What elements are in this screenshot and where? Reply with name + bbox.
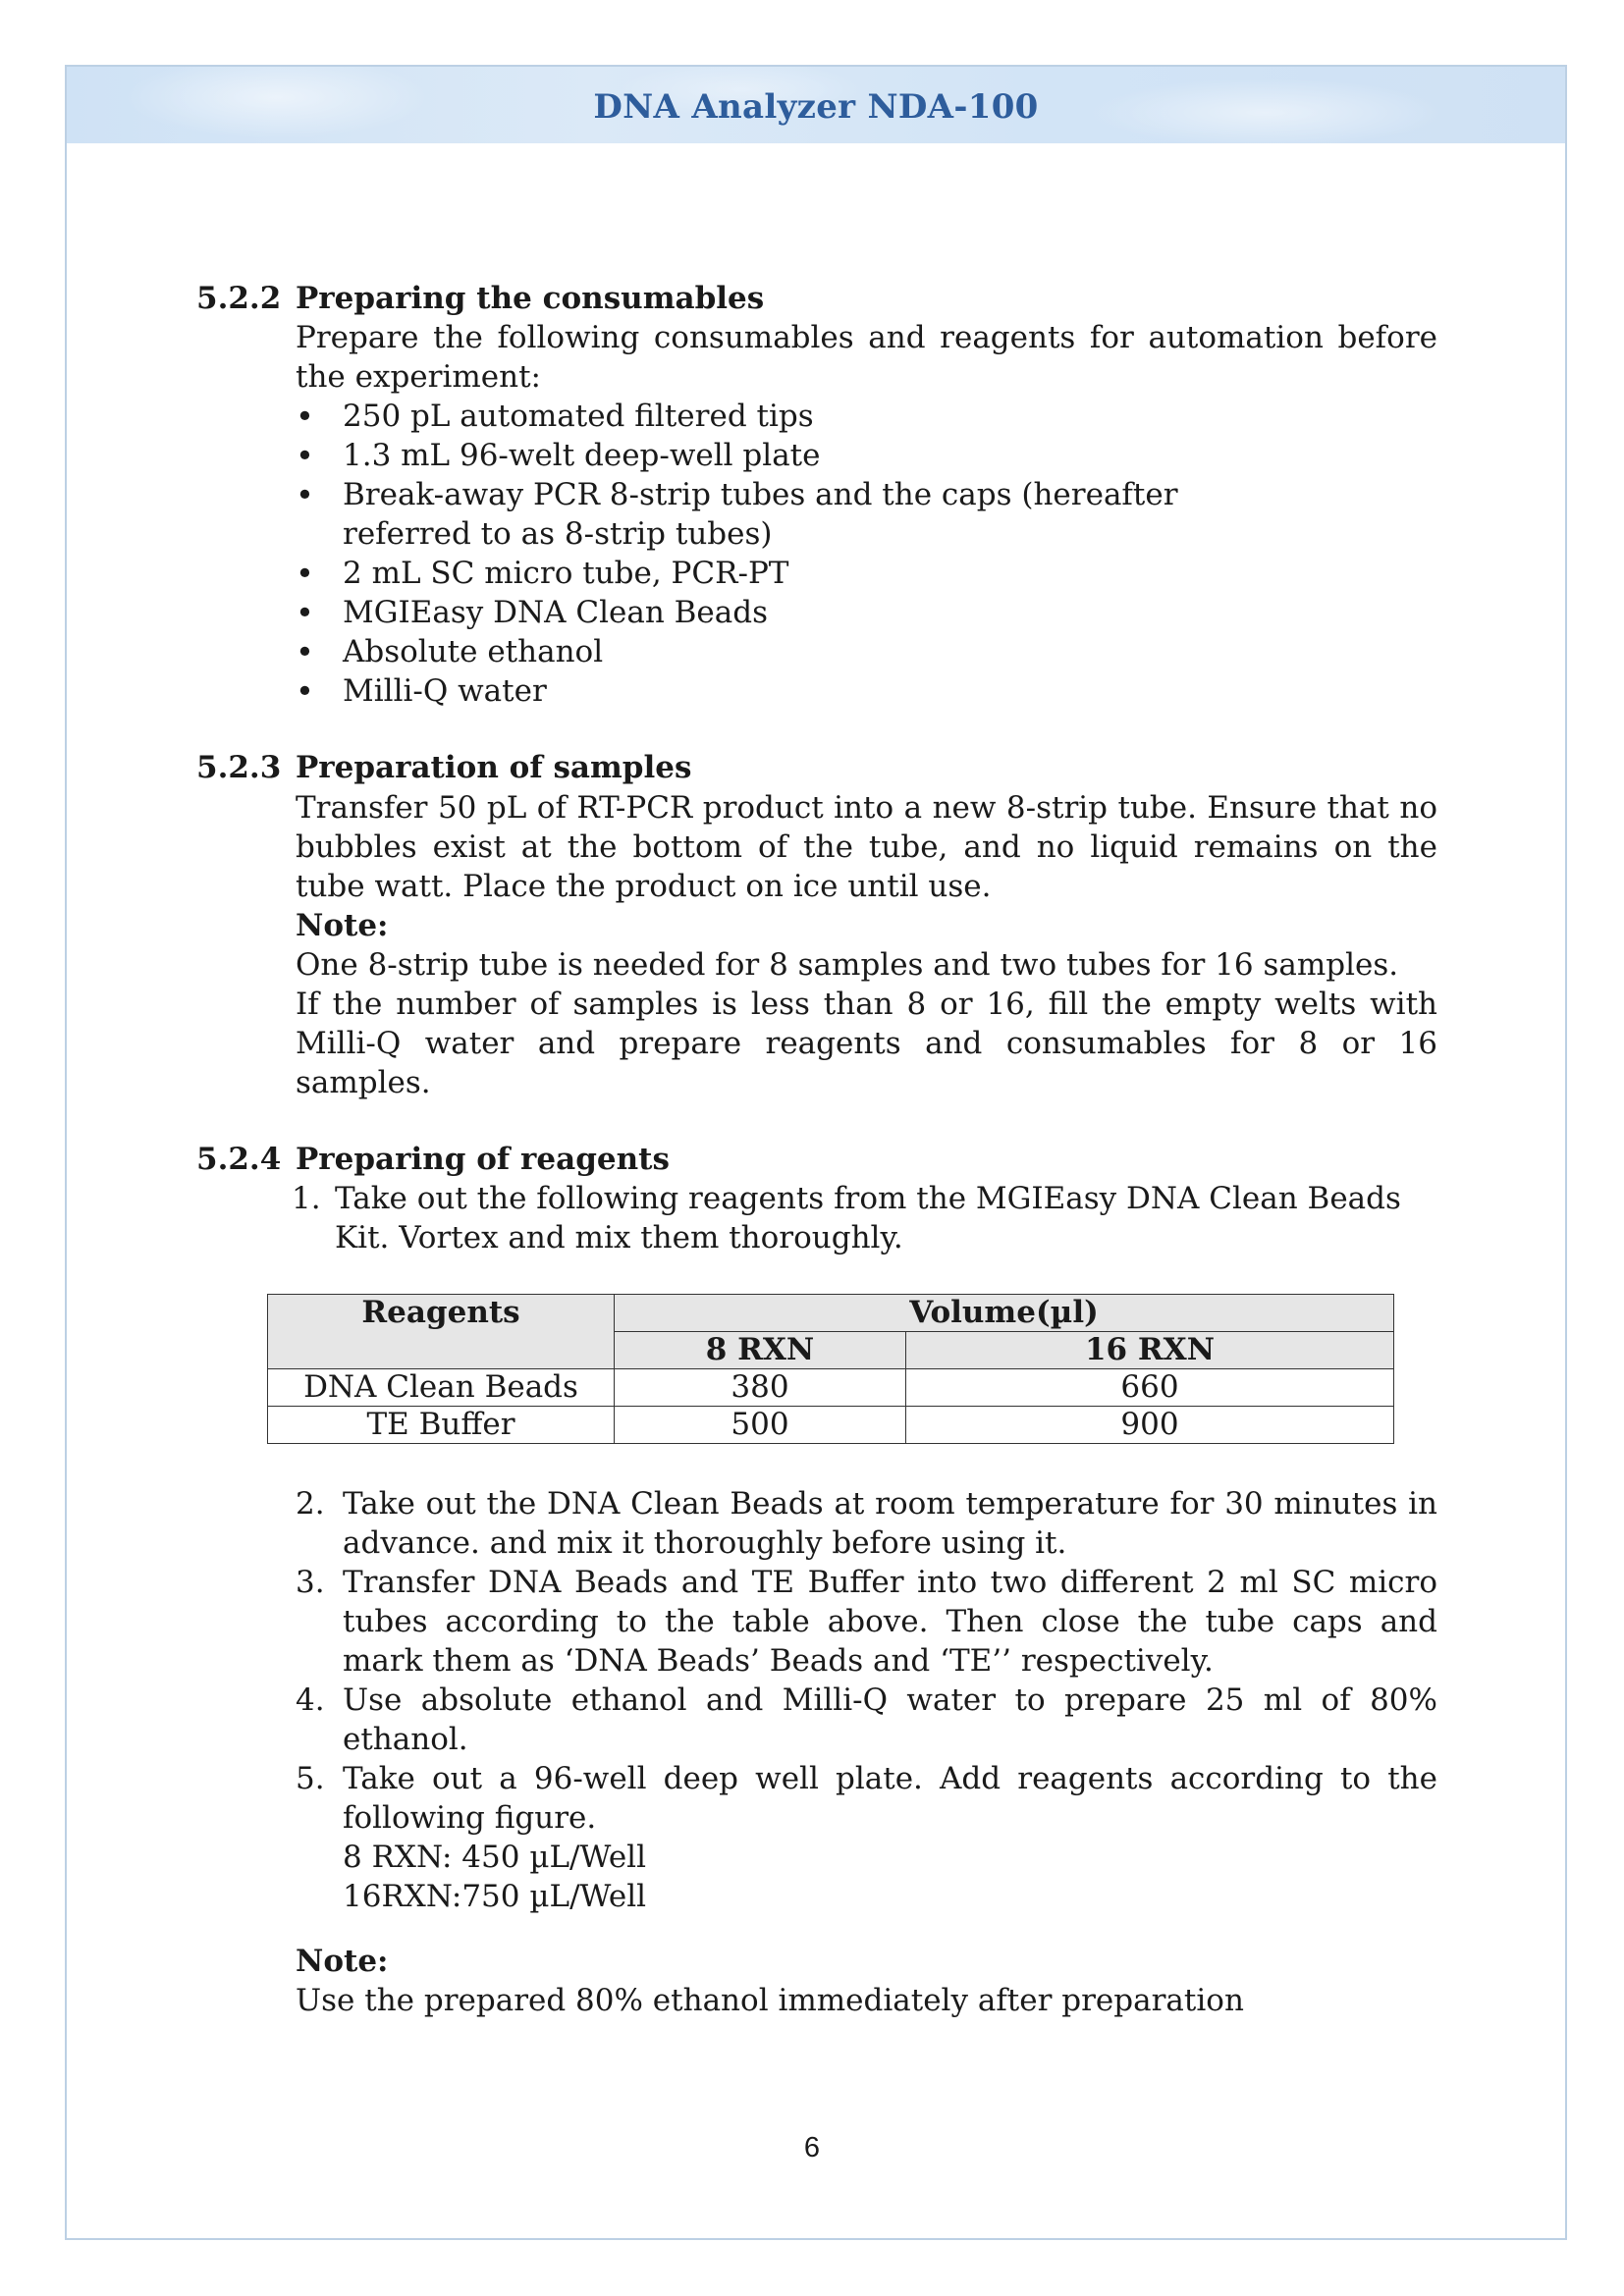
step-5-volume-16rxn: 16RXN:750 µL/Well [343, 1879, 647, 1914]
reagents-table [267, 1294, 1394, 1444]
note-label: Note: [296, 1944, 389, 1979]
table-cell-reagent: TE Buffer [268, 1407, 615, 1444]
section-title: Preparing the consumables [296, 281, 765, 316]
table-cell-16rxn: 900 [906, 1407, 1394, 1444]
table-header-reagents: Reagents [268, 1295, 615, 1369]
table-cell-8rxn: 500 [615, 1407, 906, 1444]
section-body-5-2-2 [296, 318, 1437, 711]
step-number: 4. [296, 1682, 325, 1718]
section-heading-5-2-3 [196, 748, 1437, 787]
section-number: 5.2.4 [196, 1142, 282, 1177]
list-item: • 250 pL automated filtered tips [296, 397, 1437, 436]
step-2 [296, 1484, 1437, 1563]
section-number: 5.2.3 [196, 750, 282, 785]
table-cell-reagent: DNA Clean Beads [268, 1369, 615, 1407]
step-3 [296, 1563, 1437, 1681]
step-text: Take out the following reagents from the MGIEasy DNA Clean Beads Kit. Vortex and mix them thoroughly. [335, 1181, 1401, 1255]
list-item: • 1.3 mL 96-welt deep-well plate [296, 436, 1437, 475]
step-text: Use absolute ethanol and Milli-Q water to prepare 25 ml of 80% ethanol. [343, 1682, 1437, 1757]
step-text: Transfer DNA Beads and TE Buffer into two different 2 ml SC micro tubes according to the table above. Then close the tube caps and mark them as ‘DNA Beads’ Beads and ‘TE’’ respectively. [343, 1565, 1437, 1679]
list-item: • Break-away PCR 8-strip tubes and the caps (hereafter referred to as 8-strip tubes) [296, 475, 1437, 554]
list-item: • 2 mL SC micro tube, PCR-PT [296, 554, 1437, 593]
document-title: DNA Analyzer NDA-100 [593, 87, 1039, 127]
table-cell-8rxn: 380 [615, 1369, 906, 1407]
section-title: Preparation of samples [296, 750, 692, 785]
step-5 [296, 1759, 1437, 1838]
page-number: 6 [803, 2132, 821, 2163]
consumables-intro: Prepare the following consumables and reagents for automation before the experiment: [296, 320, 1437, 395]
step-number: 3. [296, 1565, 325, 1600]
note-line: If the number of samples is less than 8 or 16, fill the empty welts with Milli-Q water and prepare reagents and consumables for 8 or 16 samples. [296, 987, 1437, 1100]
step-5-volume-8rxn: 8 RXN: 450 µL/Well [343, 1840, 647, 1875]
note-label: Note: [296, 908, 389, 943]
step-text: Take out a 96-well deep well plate. Add reagents according to the following figure. [343, 1761, 1437, 1836]
table-row [268, 1369, 1394, 1407]
section-body-5-2-4 [292, 1179, 1437, 2020]
list-item: • Absolute ethanol [296, 632, 1437, 671]
step-number: 1. [292, 1181, 321, 1216]
section-title: Preparing of reagents [296, 1142, 670, 1177]
table-cell-16rxn: 660 [906, 1369, 1394, 1407]
header-band [67, 67, 1565, 143]
table-header-16rxn: 16 RXN [906, 1332, 1394, 1369]
step-number: 2. [296, 1486, 325, 1522]
step-1 [292, 1179, 1434, 1257]
step-number: 5. [296, 1761, 325, 1796]
table-row [268, 1407, 1394, 1444]
table-header-8rxn: 8 RXN [615, 1332, 906, 1369]
page-content [196, 279, 1437, 2020]
consumables-list [296, 397, 1437, 711]
list-item: • MGIEasy DNA Clean Beads [296, 593, 1437, 632]
section-number: 5.2.2 [196, 281, 282, 316]
note-line: One 8-strip tube is needed for 8 samples and two tubes for 16 samples. [296, 947, 1399, 983]
note-text: Use the prepared 80% ethanol immediately after preparation [296, 1983, 1244, 2018]
section-body-5-2-3 [296, 788, 1437, 1102]
samples-paragraph: Transfer 50 pL of RT-PCR product into a new 8-strip tube. Ensure that no bubbles exist at the bottom of the tube, and no liquid remains on the tube watt. Place the product on ice until use. [296, 790, 1437, 904]
list-item: • Milli-Q water [296, 671, 1437, 711]
step-text: Take out the DNA Clean Beads at room temperature for 30 minutes in advance. and mix it thoroughly before using it. [343, 1486, 1437, 1561]
section-heading-5-2-4 [196, 1140, 1437, 1179]
step-4 [296, 1681, 1437, 1759]
section-heading-5-2-2 [196, 279, 1437, 318]
table-header-volume: Volume(µl) [615, 1295, 1394, 1332]
